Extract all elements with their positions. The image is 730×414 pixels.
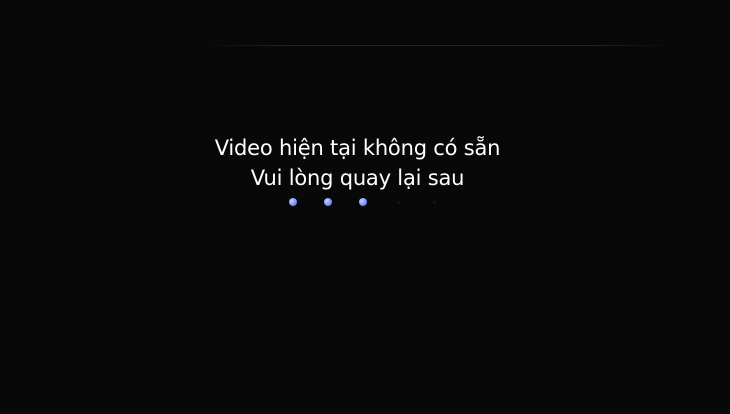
loading-dot bbox=[324, 198, 332, 206]
loading-dot bbox=[397, 201, 400, 204]
unavailable-message bbox=[0, 133, 715, 193]
loading-dot bbox=[359, 198, 367, 206]
loading-dot bbox=[433, 201, 436, 204]
unavailable-message-line1: Video hiện tại không có sẵn bbox=[214, 136, 501, 160]
loading-dot bbox=[289, 198, 297, 206]
top-divider bbox=[200, 45, 675, 46]
loading-indicator bbox=[285, 198, 445, 210]
unavailable-message-line2: Vui lòng quay lại sau bbox=[250, 166, 465, 190]
